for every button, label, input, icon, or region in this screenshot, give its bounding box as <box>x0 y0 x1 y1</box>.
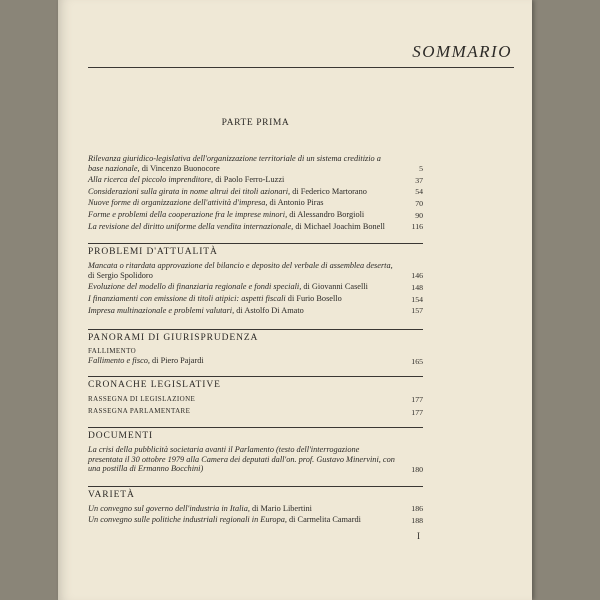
entry-page: 70 <box>415 198 423 208</box>
entry-title: La crisi della pubblicità societaria avanti il Parlamento (testo dell'interrogazione presentata il 30 ottobre 1979 alla Camera dei deputati dall'on. prof. Gustavo Minervini, con una postilla di Ermanno Bocchini) <box>88 444 395 474</box>
toc-entry <box>88 261 423 280</box>
section-problemi <box>88 243 423 315</box>
section-heading: PANORAMI DI GIURISPRUDENZA <box>88 329 423 343</box>
toc-entry <box>88 154 423 173</box>
entry-author: di Piero Pajardi <box>149 356 204 366</box>
toc-entry <box>88 356 423 366</box>
toc-entry <box>88 198 423 208</box>
entry-page: 165 <box>411 356 423 366</box>
toc-entry <box>88 294 423 304</box>
entry-page: 177 <box>411 395 423 405</box>
entry-author: di Furio Bosello <box>285 293 342 303</box>
entry-page: 154 <box>411 294 423 304</box>
entry-page: 177 <box>411 407 423 417</box>
entry-author: di Antonio Piras <box>267 198 324 208</box>
entry-page: 90 <box>415 210 423 220</box>
entry-author: di Sergio Spolidoro <box>88 270 153 280</box>
section-varieta <box>88 486 423 525</box>
entry-title: Alla ricerca del piccolo imprenditore, <box>88 175 214 185</box>
entry-page: 116 <box>411 222 423 232</box>
section-heading: CRONACHE LEGISLATIVE <box>88 376 423 390</box>
entry-author: RASSEGNA PARLAMENTARE <box>88 407 191 416</box>
entry-page: 186 <box>411 504 423 514</box>
entry-title: I finanziamenti con emissione di titoli atipici: aspetti fiscali <box>88 293 286 303</box>
entry-title: Forme e problemi della cooperazione fra le imprese minori, <box>88 209 288 219</box>
entry-author: di Astolfo Di Amato <box>234 305 304 315</box>
entry-author: di Vincenzo Buonocore <box>139 163 220 173</box>
entry-title: Fallimento e fisco, <box>88 356 150 366</box>
entry-author: di Federico Martorano <box>290 186 367 196</box>
entry-title: Un convegno sulle politiche industriali regionali in Europa, <box>88 515 287 525</box>
toc-entry <box>88 515 423 525</box>
entry-author: di Giovanni Caselli <box>301 282 368 292</box>
toc-entry <box>88 282 423 292</box>
toc-entry <box>88 175 423 185</box>
entry-author: di Paolo Ferro-Luzzi <box>213 175 285 185</box>
page-number: I <box>417 531 420 541</box>
toc-entry <box>88 222 423 232</box>
section-subheading: FALLIMENTO <box>88 347 137 356</box>
section-heading: DOCUMENTI <box>88 427 423 441</box>
header-rule <box>88 67 514 68</box>
entry-page: 148 <box>411 282 423 292</box>
entry-title: Mancata o ritardata approvazione del bilancio e deposito del verbale di assemblea deserta, <box>88 261 393 271</box>
toc-entry <box>88 445 423 474</box>
part-entries <box>88 154 423 231</box>
toc-entry <box>88 210 423 220</box>
section-documenti <box>88 427 423 474</box>
entry-page: 54 <box>415 187 423 197</box>
entry-page: 188 <box>411 515 423 525</box>
entry-title: Un convegno sul governo dell'industria in Italia, <box>88 503 250 513</box>
entry-author: RASSEGNA DI LEGISLAZIONE <box>88 394 196 403</box>
toc-entry <box>88 504 423 514</box>
page-title: SOMMARIO <box>412 42 512 61</box>
entry-title: Nuove forme di organizzazione dell'attività d'impresa, <box>88 198 268 208</box>
entry-page: 180 <box>411 464 423 474</box>
entry-page: 5 <box>419 164 423 174</box>
entry-author: di Carmelita Camardi <box>286 515 361 525</box>
entry-page: 157 <box>411 306 423 316</box>
section-panorami <box>88 329 423 366</box>
entry-title: Evoluzione del modello di finanziaria regionale e fondi speciali, <box>88 282 302 292</box>
entry-author: di Mario Libertini <box>249 503 312 513</box>
toc-entry <box>88 394 423 405</box>
table-of-contents <box>88 118 423 527</box>
toc-entry <box>88 187 423 197</box>
entry-page: 146 <box>411 271 423 281</box>
entry-author: di Michael Joachim Bonell <box>293 221 385 231</box>
toc-entry <box>88 306 423 316</box>
toc-entry <box>88 406 423 417</box>
section-cronache <box>88 376 423 417</box>
entry-title: La revisione del diritto uniforme della vendita internazionale, <box>88 221 294 231</box>
entry-title: Considerazioni sulla girata in nome altrui dei titoli azionari, <box>88 186 291 196</box>
section-heading: VARIETÀ <box>88 486 423 500</box>
entry-author: di Alessandro Borgioli <box>287 209 365 219</box>
part-title: PARTE PRIMA <box>221 118 290 128</box>
entry-title: Rilevanza giuridico-legislativa dell'organizzazione territoriale di un sistema creditizio a base nazionale, <box>88 154 381 173</box>
entry-page: 37 <box>415 175 423 185</box>
entry-title: Impresa multinazionale e problemi valutari, <box>88 305 235 315</box>
book-page <box>58 0 532 600</box>
section-heading: PROBLEMI D'ATTUALITÀ <box>88 243 423 257</box>
